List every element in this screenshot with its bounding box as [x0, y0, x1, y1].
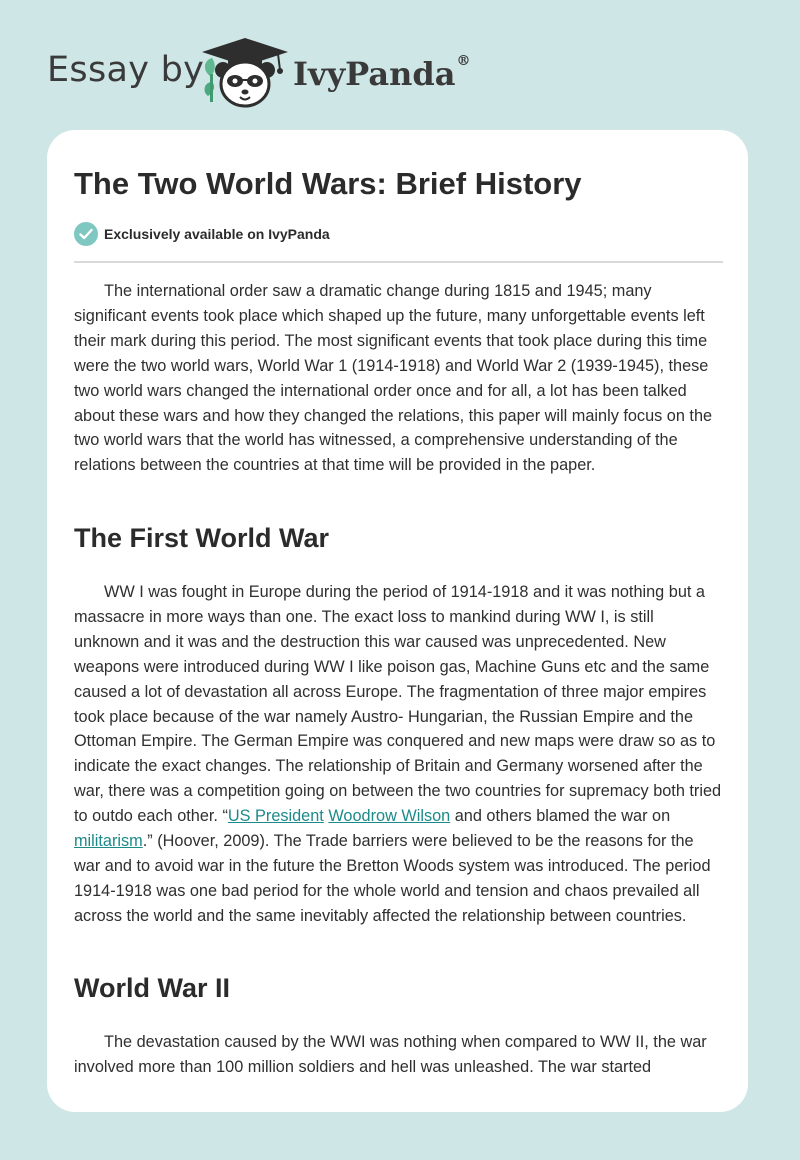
essay-by-label: Essay by: [47, 50, 205, 90]
world-war-ii-paragraph: The devastation caused by the WWI was nothing when compared to WW II, the war involved more than 100 million soldiers and hell was unleashed. The war started: [74, 1033, 707, 1076]
badge-text: Exclusively available on IvyPanda: [104, 226, 330, 242]
exclusive-badge: [74, 222, 330, 246]
brand-name[interactable]: IvyPanda®: [293, 53, 471, 93]
section-heading-first-world-war: The First World War: [74, 523, 330, 553]
checkmark-circle-icon: [74, 222, 98, 246]
page-title: The Two World Wars: Brief History: [74, 166, 582, 201]
divider: [74, 261, 723, 263]
paragraph-text: and others blamed the war on: [450, 807, 671, 826]
essay-card: [47, 130, 748, 1112]
paragraph-text: WW I was fought in Europe during the period of 1914-1918 and it was nothing but a massacre in more ways than one. The exact loss to mankind during WW I, is still unknown and it was and the destruction this war caused was unprecedented. New weapons were introduced during WW I like poison gas, Machine Guns etc and the same caused a lot of devastation all across Europe. The fragmentation of three major empires took place because of the war namely Austro- Hungarian, the Russian Empire and the Ottoman Empire. The German Empire was conquered and new maps were draw so as to indicate the exact changes. The relationship of Britain and Germany worsened after the war, there was a competition going on between the two countries for supremacy both tried to outdo each other. “: [74, 583, 722, 826]
section-heading-world-war-ii: World War II: [74, 973, 231, 1003]
link-militarism[interactable]: militarism: [74, 832, 143, 851]
link-woodrow-wilson[interactable]: Woodrow Wilson: [328, 807, 451, 826]
paragraph-text: .” (Hoover, 2009). The Trade barriers were believed to be the reasons for the war and to avoid war in the future the Bretton Woods system was introduced. The period 1914-1918 was one bad period for the whole world and tension and chaos prevailed all across the world and the same inevitably affected the relationship between countries.: [74, 832, 711, 925]
panda-graduation-cap-icon[interactable]: [198, 36, 292, 108]
link-us-president[interactable]: US President: [227, 807, 324, 826]
intro-paragraph: The international order saw a dramatic change during 1815 and 1945; many significant events took place which shaped up the future, many unforgettable events left their mark during this period. The most significant events that took place during this time were the two world wars, World War 1 (1914-1918) and World War 2 (1939-1945), these two world wars changed the international order once and for all, a lot has been talked about these wars and how they changed the relations, this paper will mainly focus on the two world wars that the world has witnessed, a comprehensive understanding of the relations between the countries at that time will be provided in the paper.: [74, 282, 713, 475]
first-world-war-paragraph: [74, 580, 723, 929]
registered-mark: ®: [456, 53, 471, 69]
site-header: [0, 0, 800, 130]
